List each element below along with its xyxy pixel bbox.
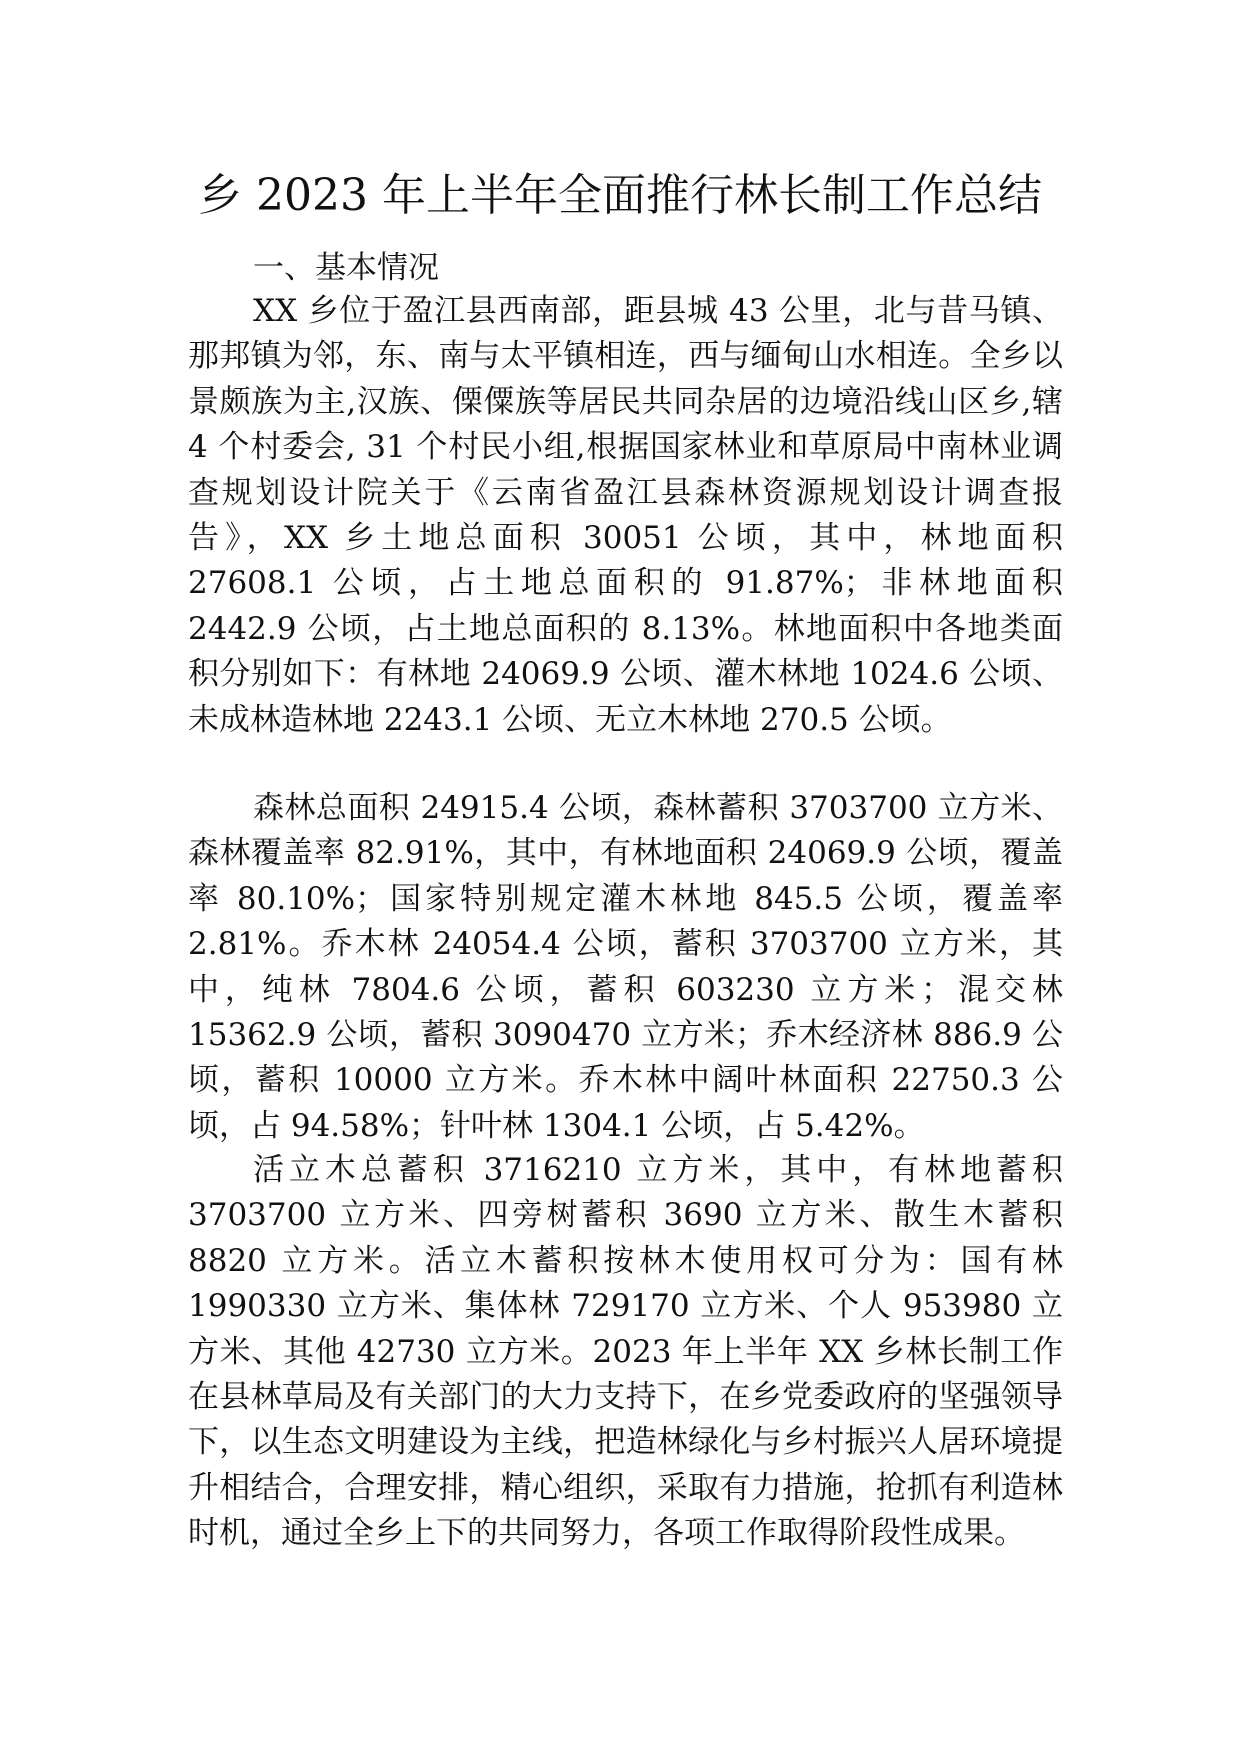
- section-heading-basic-situation: 一、基本情况: [253, 250, 439, 286]
- document-title: 乡 2023 年上半年全面推行林长制工作总结: [198, 170, 1042, 221]
- paragraph-location-overview: XX 乡位于盈江县西南部，距县城 43 公里，北与昔马镇、那邦镇为邻，东、南与太平镇相连，西与缅甸山水相连。全乡以景颇族为主,汉族、傈僳族等居民共同杂居的边境沿线山区乡,辖 4 个村委会, 31 个村民小组,根据国家林业和草原局中南林业调查规划设计院关于《云南省盈江县森林资源规划设计调查报告》，XX 乡土地总面积 30051 公顷，其中，林地面积 27608.1 公顷，占土地总面积的 91.87%；非林地面积 2442.9 公顷，占土地总面积的 8.13%。林地面积中各地类面积分别如下：有林地 24069.9 公顷、灌木林地 1024.6 公顷、未成林造林地 2243.1 公顷、无立木林地 270.5 公顷。: [188, 293, 1063, 738]
- paragraph-forest-area: 森林总面积 24915.4 公顷，森林蓄积 3703700 立方米、森林覆盖率 82.91%，其中，有林地面积 24069.9 公顷，覆盖率 80.10%；国家特别规定灌木林地 845.5 公顷，覆盖率 2.81%。乔木林 24054.4 公顷，蓄积 3703700 立方米，其中，纯林 7804.6 公顷，蓄积 603230 立方米；混交林 15362.9 公顷，蓄积 3090470 立方米；乔木经济林 886.9 公顷，蓄积 10000 立方米。乔木林中阔叶林面积 22750.3 公顷，占 94.58%；针叶林 1304.1 公顷，占 5.42%。: [188, 790, 1063, 1144]
- paragraph-standing-timber: 活立木总蓄积 3716210 立方米，其中，有林地蓄积 3703700 立方米、四旁树蓄积 3690 立方米、散生木蓄积 8820 立方米。活立木蓄积按林木使用权可分为：国有林 1990330 立方米、集体林 729170 立方米、个人 953980 立方米、其他 42730 立方米。2023 年上半年 XX 乡林长制工作在县林草局及有关部门的大力支持下，在乡党委政府的坚强领导下，以生态文明建设为主线，把造林绿化与乡村振兴人居环境提升相结合，合理安排，精心组织，采取有力措施，抢抓有利造林时机，通过全乡上下的共同努力，各项工作取得阶段性成果。: [188, 1152, 1063, 1552]
